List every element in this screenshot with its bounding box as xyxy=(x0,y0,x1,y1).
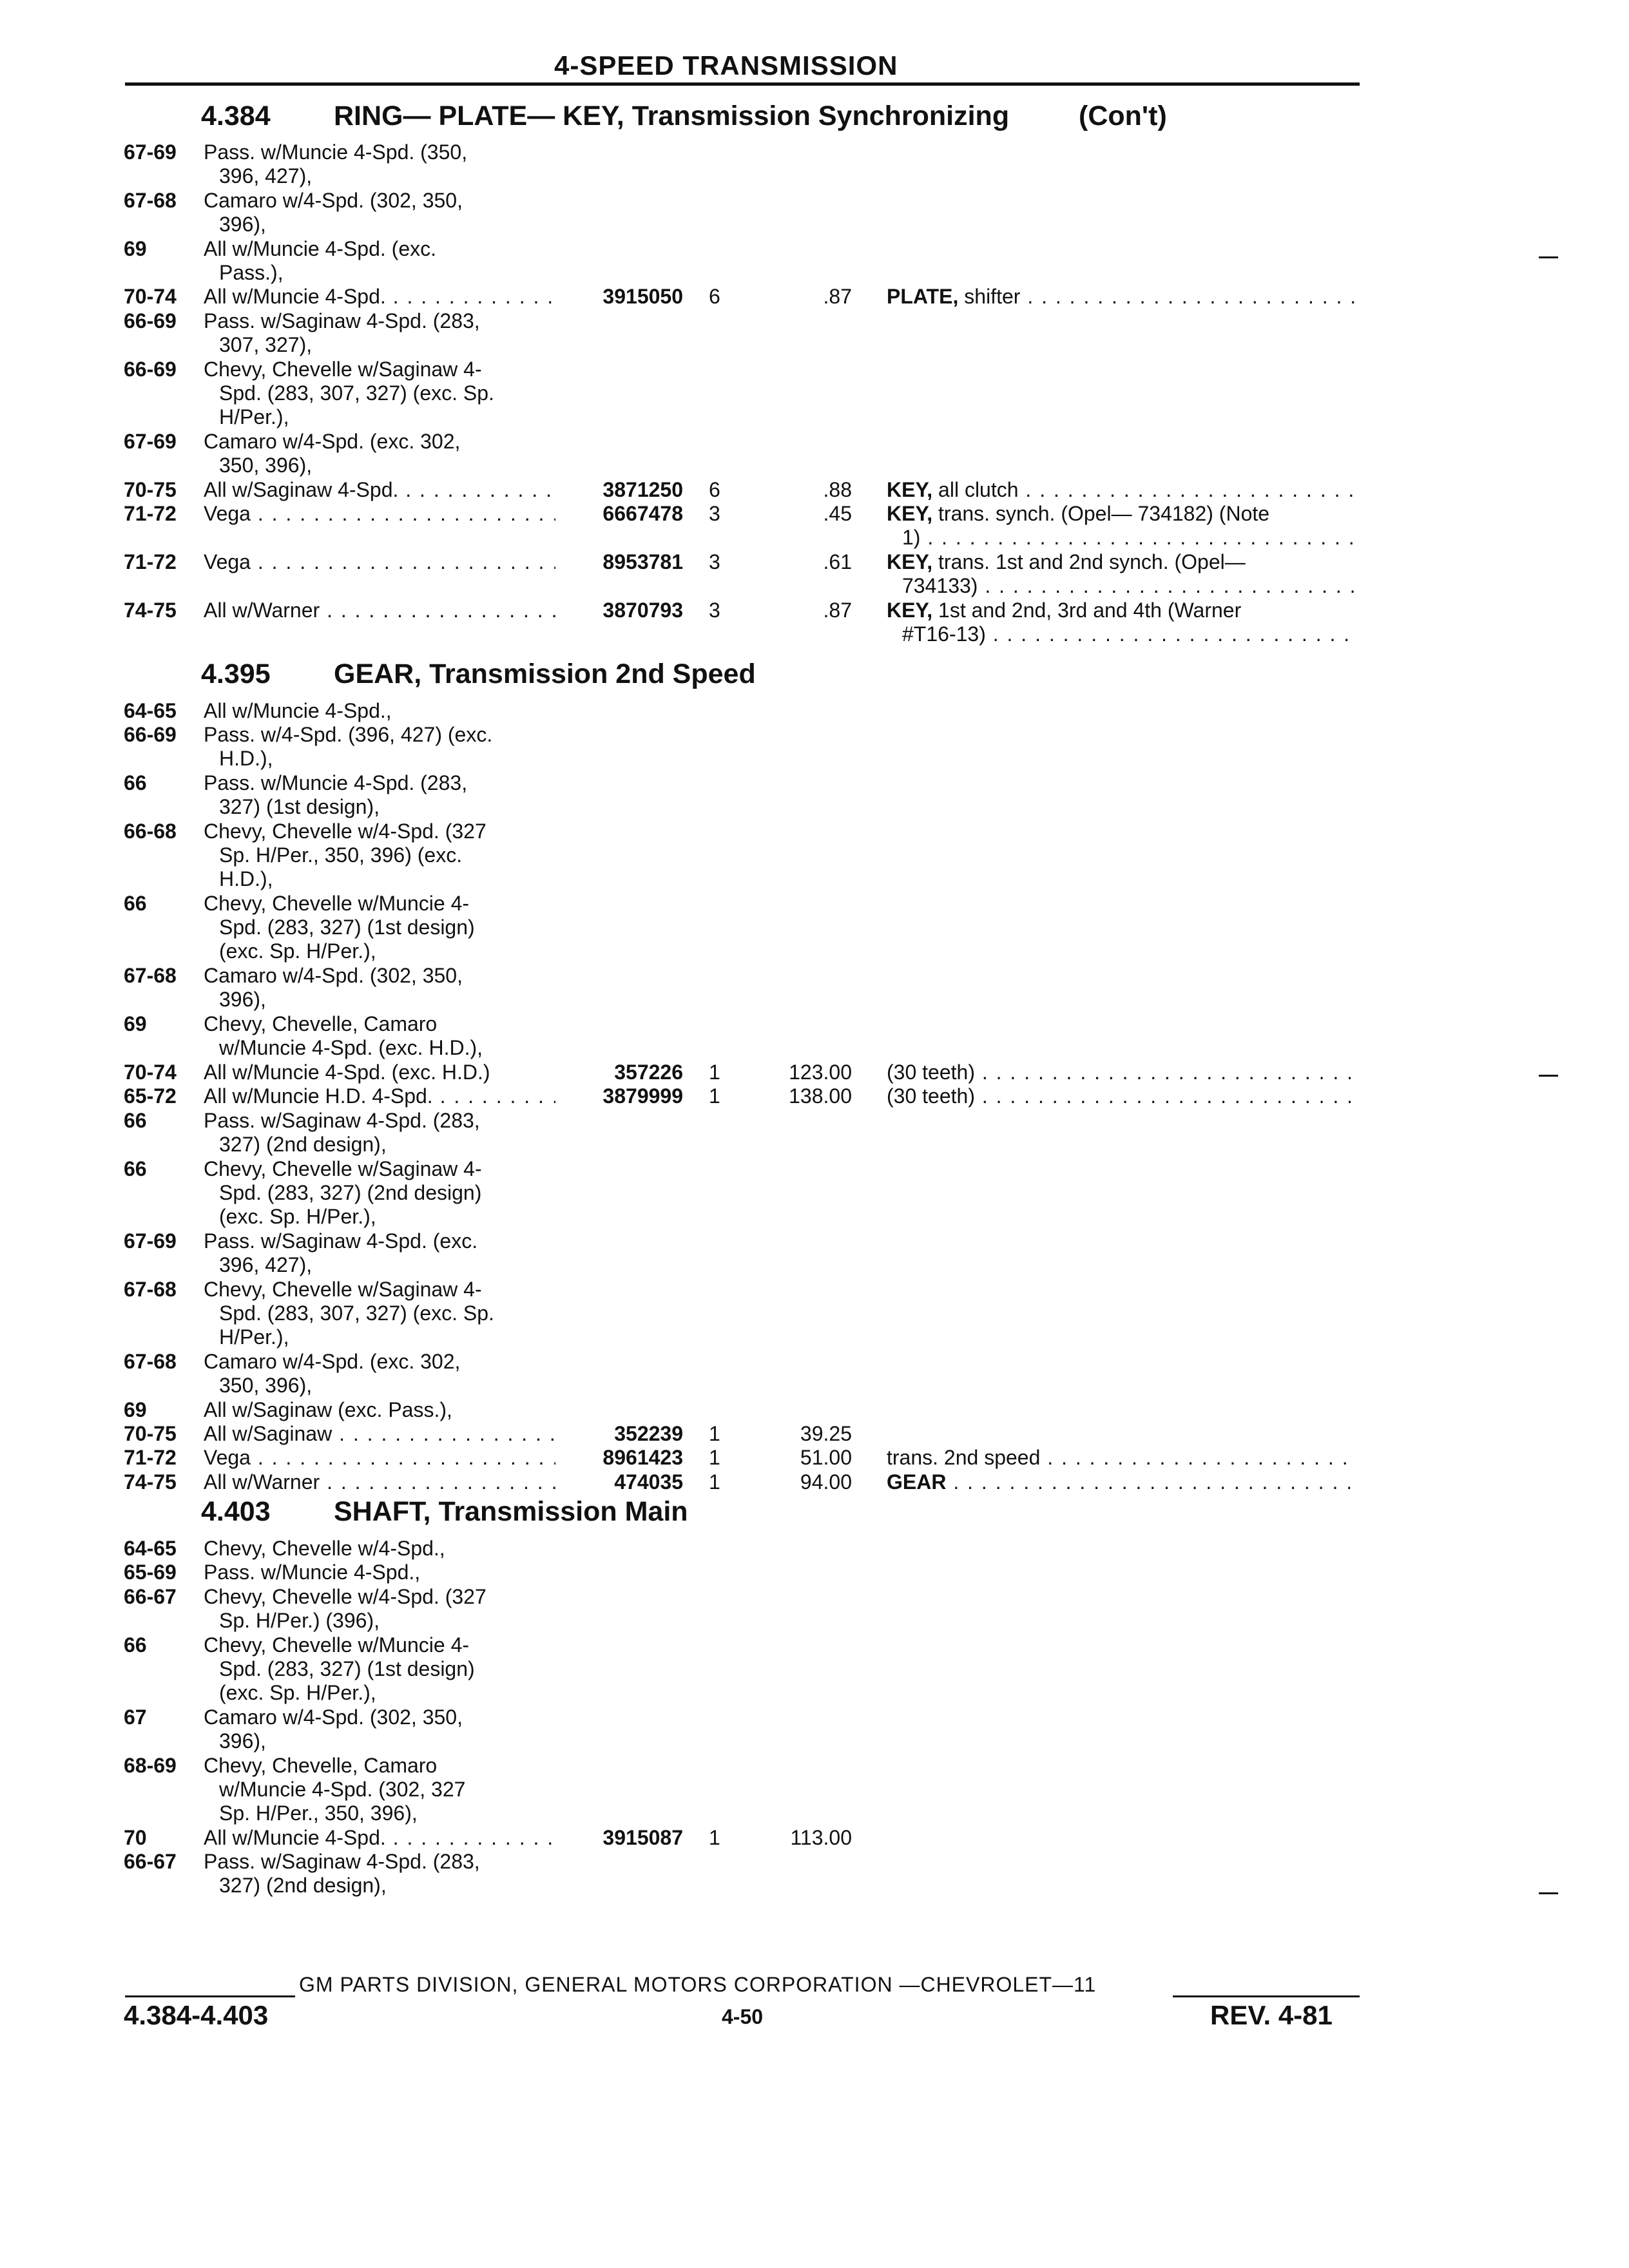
model-years: 65-69 xyxy=(124,1561,177,1584)
application-line: Camaro w/4-Spd. (302, 350, xyxy=(204,964,463,988)
application xyxy=(204,502,555,526)
description xyxy=(887,502,1357,550)
application-line: 396), xyxy=(219,988,266,1012)
application xyxy=(204,1446,555,1470)
description xyxy=(887,285,1357,309)
model-years: 69 xyxy=(124,236,147,260)
model-years: 67-69 xyxy=(124,1229,177,1253)
application-line: Vega . . . xyxy=(204,550,555,574)
application-line: Sp. H/Per., 350, 396), xyxy=(219,1801,418,1825)
section-number: 4.403 xyxy=(201,1496,271,1527)
application-line: 396, 427), xyxy=(219,164,313,187)
quantity: 1 xyxy=(709,1084,720,1108)
description-line xyxy=(887,478,1357,502)
application-line: All w/Muncie 4-Spd. . . . xyxy=(204,1826,555,1850)
margin-tick xyxy=(1539,256,1558,258)
application xyxy=(204,1278,555,1349)
description-line xyxy=(887,574,1357,598)
application-line: w/Muncie 4-Spd. (exc. H.D.), xyxy=(219,1036,483,1060)
application-line: Pass. w/Muncie 4-Spd. (350, xyxy=(204,140,468,164)
quantity: 1 xyxy=(709,1061,720,1084)
application xyxy=(204,1826,555,1850)
application-line: All w/Muncie H.D. 4-Spd. . . . xyxy=(204,1084,555,1108)
part-number: 3915087 xyxy=(602,1825,683,1849)
application-line: Chevy, Chevelle w/Saginaw 4- xyxy=(204,357,482,381)
model-years: 68-69 xyxy=(124,1753,177,1777)
quantity: 1 xyxy=(709,1825,720,1849)
application-line: w/Muncie 4-Spd. (302, 327 xyxy=(219,1777,466,1801)
application xyxy=(204,1084,555,1108)
part-number: 3879999 xyxy=(602,1084,683,1108)
application xyxy=(204,1422,555,1446)
quantity: 6 xyxy=(709,477,720,501)
application-line: 307, 327), xyxy=(219,332,313,356)
model-years: 71-72 xyxy=(124,550,177,573)
footer-text: GM PARTS DIVISION, GENERAL MOTORS CORPORATION —CHEVROLET—11 xyxy=(299,1973,1097,1996)
application xyxy=(204,1470,555,1494)
application-line: Pass. w/Saginaw 4-Spd. (exc. xyxy=(204,1229,478,1253)
model-years: 70-75 xyxy=(124,1422,177,1445)
part-number: 8953781 xyxy=(602,550,683,573)
model-years: 70-75 xyxy=(124,477,177,501)
model-years: 66 xyxy=(124,1157,147,1180)
application-line: All w/Warner . . . xyxy=(204,1470,555,1494)
model-years: 66-68 xyxy=(124,820,177,843)
application xyxy=(204,1633,555,1705)
description-part-name: KEY, xyxy=(887,550,933,573)
application-line: Pass. w/4-Spd. (396, 427) (exc. xyxy=(204,723,493,747)
description-text: (30 teeth) xyxy=(887,1084,975,1108)
margin-tick xyxy=(1539,1892,1558,1894)
description-part-name: KEY, xyxy=(887,502,933,525)
model-years: 67-68 xyxy=(124,188,177,212)
description-text: 1st and 2nd, 3rd and 4th (Warner xyxy=(932,598,1242,622)
description-part-name: PLATE, xyxy=(887,285,959,309)
description-text: trans. 2nd speed xyxy=(887,1446,1041,1470)
section-number: 4.395 xyxy=(201,658,271,689)
application-line: Pass. w/Muncie 4-Spd. (283, xyxy=(204,771,468,795)
application-line: 396, 427), xyxy=(219,1253,313,1276)
description-line xyxy=(887,1084,1357,1108)
model-years: 71-72 xyxy=(124,1446,177,1470)
application xyxy=(204,964,555,1012)
footer-rule-right xyxy=(1173,1995,1360,1997)
application-line: Chevy, Chevelle w/Muncie 4- xyxy=(204,1633,470,1657)
application xyxy=(204,1061,555,1084)
model-years: 70 xyxy=(124,1825,147,1849)
model-years: 69 xyxy=(124,1012,147,1036)
application xyxy=(204,1350,555,1398)
application-line: Chevy, Chevelle w/4-Spd. (327 xyxy=(204,1584,487,1608)
application-line: All w/Muncie 4-Spd. (exc. xyxy=(204,236,437,260)
model-years: 66 xyxy=(124,1108,147,1132)
application-line: Chevy, Chevelle w/Muncie 4- xyxy=(204,892,470,916)
model-years: 67-69 xyxy=(124,429,177,453)
application-line: Spd. (283, 327) (2nd design) xyxy=(219,1180,482,1204)
application-line: All w/Muncie 4-Spd., xyxy=(204,699,392,722)
description xyxy=(887,550,1357,598)
description-text: all clutch xyxy=(932,477,1019,501)
application xyxy=(204,1537,555,1561)
application-line: All w/Saginaw . . . xyxy=(204,1422,555,1446)
part-number: 474035 xyxy=(614,1470,683,1494)
application xyxy=(204,1109,555,1157)
description-text: trans. 1st and 2nd synch. (Opel— xyxy=(932,550,1246,573)
application xyxy=(204,1850,555,1898)
model-years: 67-68 xyxy=(124,1349,177,1373)
application xyxy=(204,1229,555,1277)
description-text: #T16-13) xyxy=(902,622,986,646)
model-years: 66 xyxy=(124,892,147,916)
application xyxy=(204,820,555,891)
application-line: Spd. (283, 327) (1st design) xyxy=(219,1657,475,1680)
application-line: Vega . . . xyxy=(204,1446,555,1470)
model-years: 67-68 xyxy=(124,964,177,988)
application-line: 327) (2nd design), xyxy=(219,1132,387,1156)
application xyxy=(204,892,555,963)
price: 51.00 xyxy=(800,1446,852,1470)
description-line xyxy=(887,1061,1357,1084)
application xyxy=(204,358,555,429)
application-line: Camaro w/4-Spd. (302, 350, xyxy=(204,1705,463,1729)
header-rule xyxy=(125,82,1360,86)
section-title: GEAR, Transmission 2nd Speed xyxy=(334,658,756,689)
part-number: 3870793 xyxy=(602,598,683,622)
description-line xyxy=(887,526,1357,550)
price: 138.00 xyxy=(789,1084,852,1108)
description xyxy=(887,1084,1357,1108)
application-line: Chevy, Chevelle, Camaro xyxy=(204,1753,438,1777)
part-number: 357226 xyxy=(614,1061,683,1084)
part-number: 3871250 xyxy=(602,477,683,501)
model-years: 71-72 xyxy=(124,502,177,525)
application-line: Camaro w/4-Spd. (exc. 302, xyxy=(204,429,461,453)
description-line xyxy=(887,550,1357,574)
revision: REV. 4-81 xyxy=(1210,2000,1333,2030)
model-years: 64-65 xyxy=(124,1537,177,1560)
model-years: 70-74 xyxy=(124,285,177,309)
part-number: 6667478 xyxy=(602,502,683,525)
application xyxy=(204,771,555,819)
model-years: 67 xyxy=(124,1705,147,1729)
quantity: 1 xyxy=(709,1470,720,1494)
quantity: 3 xyxy=(709,502,720,525)
application-line: (exc. Sp. H/Per.), xyxy=(219,1204,376,1228)
section-title: SHAFT, Transmission Main xyxy=(334,1496,688,1527)
application xyxy=(204,189,555,236)
application xyxy=(204,478,555,502)
page-header: 4-SPEED TRANSMISSION xyxy=(554,50,898,81)
price: .61 xyxy=(823,550,852,573)
model-years: 67-69 xyxy=(124,140,177,164)
application xyxy=(204,309,555,357)
application-line: Chevy, Chevelle w/Saginaw 4- xyxy=(204,1277,482,1301)
model-years: 66-69 xyxy=(124,723,177,747)
model-years: 66 xyxy=(124,771,147,795)
application xyxy=(204,1398,555,1422)
application xyxy=(204,1754,555,1825)
description xyxy=(887,478,1357,502)
application xyxy=(204,723,555,771)
application-line: All w/Muncie 4-Spd. . . . xyxy=(204,285,555,309)
application-line: All w/Muncie 4-Spd. (exc. H.D.) xyxy=(204,1061,490,1084)
application xyxy=(204,285,555,309)
application-line: 396), xyxy=(219,1729,266,1753)
application-line: Pass. w/Saginaw 4-Spd. (283, xyxy=(204,309,480,332)
application-line: Pass. w/Muncie 4-Spd., xyxy=(204,1561,421,1584)
quantity: 6 xyxy=(709,285,720,309)
application-line: Spd. (283, 327) (1st design) xyxy=(219,916,475,939)
application xyxy=(204,599,555,622)
price: 113.00 xyxy=(790,1825,852,1849)
description-part-name: KEY, xyxy=(887,477,933,501)
quantity: 3 xyxy=(709,550,720,573)
application xyxy=(204,237,555,285)
application xyxy=(204,1012,555,1060)
quantity: 3 xyxy=(709,598,720,622)
application-line: 396), xyxy=(219,212,266,236)
description-text: shifter xyxy=(958,285,1021,309)
application-line: 350, 396), xyxy=(219,1373,313,1397)
model-years: 64-65 xyxy=(124,699,177,722)
section-title: RING— PLATE— KEY, Transmission Synchronizing xyxy=(334,101,1010,131)
application-line: Spd. (283, 307, 327) (exc. Sp. xyxy=(219,1301,494,1325)
model-years: 74-75 xyxy=(124,1470,177,1494)
application xyxy=(204,1561,555,1584)
application-line: Chevy, Chevelle w/4-Spd., xyxy=(204,1537,445,1560)
description-line xyxy=(887,1446,1357,1470)
description-line xyxy=(887,285,1357,309)
application-line: Camaro w/4-Spd. (exc. 302, xyxy=(204,1349,461,1373)
description-line xyxy=(887,599,1357,622)
application-line: 327) (1st design), xyxy=(219,795,380,819)
description-text: (30 teeth) xyxy=(887,1061,975,1084)
model-years: 66-69 xyxy=(124,309,177,332)
application-line: Pass. w/Saginaw 4-Spd. (283, xyxy=(204,1850,480,1874)
model-years: 69 xyxy=(124,1398,147,1421)
application-line: Spd. (283, 307, 327) (exc. Sp. xyxy=(219,381,494,405)
application-line: H/Per.), xyxy=(219,405,289,428)
application-line: Camaro w/4-Spd. (302, 350, xyxy=(204,188,463,212)
application xyxy=(204,1585,555,1633)
application-line: Chevy, Chevelle, Camaro xyxy=(204,1012,438,1036)
model-years: 74-75 xyxy=(124,598,177,622)
description-part-name: KEY, xyxy=(887,598,933,622)
section-number: 4.384 xyxy=(201,101,271,131)
application xyxy=(204,699,555,723)
application xyxy=(204,1706,555,1753)
application-line: All w/Warner . . . xyxy=(204,599,555,622)
description-text: trans. synch. (Opel— 734182) (Note xyxy=(932,502,1270,525)
application xyxy=(204,430,555,477)
description xyxy=(887,599,1357,646)
application-line: Sp. H/Per., 350, 396) (exc. xyxy=(219,843,463,867)
application-line: H.D.), xyxy=(219,747,273,771)
part-number: 8961423 xyxy=(602,1446,683,1470)
application-line: All w/Saginaw (exc. Pass.), xyxy=(204,1398,452,1421)
price: 94.00 xyxy=(800,1470,852,1494)
footer-rule-left xyxy=(125,1995,295,1997)
description-line xyxy=(887,502,1357,526)
application-line: (exc. Sp. H/Per.), xyxy=(219,939,376,963)
description xyxy=(887,1470,1357,1494)
quantity: 1 xyxy=(709,1422,720,1445)
model-years: 70-74 xyxy=(124,1061,177,1084)
description-text: 734133) xyxy=(902,573,978,597)
description xyxy=(887,1446,1357,1470)
page-number: 4-50 xyxy=(722,2005,764,2028)
model-years: 66-67 xyxy=(124,1850,177,1874)
description-text: 1) xyxy=(902,526,921,549)
application xyxy=(204,1157,555,1229)
application-line: H/Per.), xyxy=(219,1325,289,1349)
model-years: 66-69 xyxy=(124,357,177,381)
application-line: Vega . . . xyxy=(204,502,555,526)
model-years: 66 xyxy=(124,1633,147,1657)
price: 39.25 xyxy=(800,1422,852,1445)
part-number: 352239 xyxy=(614,1422,683,1445)
application xyxy=(204,550,555,574)
application-line: Chevy, Chevelle w/Saginaw 4- xyxy=(204,1157,482,1180)
application xyxy=(204,140,555,188)
description-line xyxy=(887,1470,1357,1494)
footer-range: 4.384-4.403 xyxy=(124,2000,269,2030)
application-line: H.D.), xyxy=(219,867,273,890)
quantity: 1 xyxy=(709,1446,720,1470)
application-line: (exc. Sp. H/Per.), xyxy=(219,1680,376,1704)
application-line: Chevy, Chevelle w/4-Spd. (327 xyxy=(204,820,487,843)
part-number: 3915050 xyxy=(602,285,683,309)
description-line xyxy=(887,622,1357,646)
application-line: Pass. w/Saginaw 4-Spd. (283, xyxy=(204,1108,480,1132)
application-line: 327) (2nd design), xyxy=(219,1874,387,1898)
margin-tick xyxy=(1539,1075,1558,1077)
application-line: All w/Saginaw 4-Spd. . . . xyxy=(204,478,555,502)
price: .45 xyxy=(823,502,852,525)
price: 123.00 xyxy=(789,1061,852,1084)
price: .88 xyxy=(823,477,852,501)
description-part-name: GEAR xyxy=(887,1470,947,1494)
section-continued: (Con't) xyxy=(1079,101,1167,131)
model-years: 66-67 xyxy=(124,1584,177,1608)
application-line: Sp. H/Per.) (396), xyxy=(219,1608,380,1632)
model-years: 65-72 xyxy=(124,1084,177,1108)
price: .87 xyxy=(823,285,852,309)
price: .87 xyxy=(823,598,852,622)
description xyxy=(887,1061,1357,1084)
application-line: Pass.), xyxy=(219,260,284,284)
model-years: 67-68 xyxy=(124,1277,177,1301)
application-line: 350, 396), xyxy=(219,453,313,477)
